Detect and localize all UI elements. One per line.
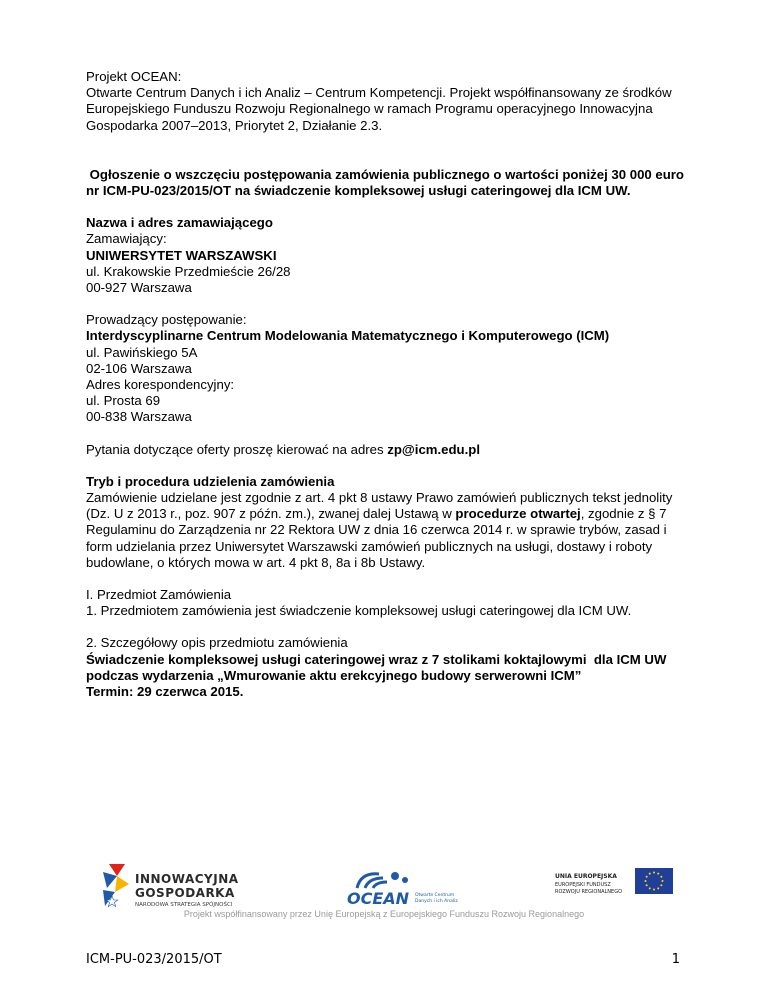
subject-item-2-heading: 2. Szczegółowy opis przedmiotu zamówienia xyxy=(86,635,348,651)
ordering-party-city: 00-927 Warszawa xyxy=(86,280,192,296)
eu-star-icon xyxy=(645,880,647,882)
ordering-party-name: UNIWERSYTET WARSZAWSKI xyxy=(86,247,277,263)
ig-line-2: GOSPODARKA xyxy=(135,886,235,900)
ordering-party-label: Zamawiający: xyxy=(86,231,167,247)
conducting-party-label: Prowadzący postępowanie: xyxy=(86,312,247,328)
conducting-party-city: 02-106 Warszawa xyxy=(86,360,192,376)
eu-star-icon xyxy=(653,872,655,874)
procedure-paragraph xyxy=(86,490,696,571)
questions-paragraph xyxy=(86,442,696,458)
ig-line-1: INNOWACYJNA xyxy=(135,872,239,886)
eu-star-icon xyxy=(660,876,662,878)
eu-star-icon xyxy=(649,873,651,875)
ocean-dot-icon xyxy=(402,877,408,883)
ocean-wordmark: OCEAN xyxy=(347,889,410,908)
contact-email[interactable]: zp@icm.edu.pl xyxy=(387,441,480,457)
subject-term: Termin: 29 czerwca 2015. xyxy=(86,684,244,700)
procedure-text-2: , zgodnie z § 7 Regulaminu do Zarządzenia nr 22 Rektora UW z dnia 16 czerwca 2014 r. w sprawie trybów, zasad i form udzielania przez Uniwersytet Warszawski zamówień publicznych na usługi, dostawy i roboty budowlane, o których mowa w art. 4 pkt 8, 8a i 8b Ustawy. xyxy=(86,506,667,570)
conducting-party-street: ul. Pawińskiego 5A xyxy=(86,344,198,360)
ue-line-3: ROZWOJU REGIONALNEGO xyxy=(555,889,623,895)
innowacyjna-gospodarka-logo xyxy=(95,862,275,914)
ue-line-2: EUROPEJSKI FUNDUSZ xyxy=(555,882,611,888)
subject-heading: I. Przedmiot Zamówienia xyxy=(86,587,232,603)
eu-star-icon xyxy=(646,876,648,878)
eu-star-icon xyxy=(653,889,655,891)
ig-emblem-icon xyxy=(103,864,129,907)
eu-star-icon xyxy=(657,887,659,889)
eu-star-icon xyxy=(649,887,651,889)
footer-page-number: 1 xyxy=(671,952,680,967)
ocean-subtitle-1: Otwarte Centrum xyxy=(415,893,455,898)
announcement-title: Ogłoszenie o wszczęciu postępowania zamówienia publicznego o wartości poniżej 30 000 euro nr ICM-PU-023/2015/OT na świadczenie kompleksowej usługi cateringowej dla ICM UW. xyxy=(86,166,688,199)
eu-star-icon xyxy=(646,884,648,886)
ue-line-1: UNIA EUROPEJSKA xyxy=(555,873,617,880)
ig-line-3: NARODOWA STRATEGIA SPÓJNOŚCI xyxy=(135,902,233,908)
ocean-subtitle-2: Danych i ich Analiz xyxy=(415,899,458,904)
conducting-party-name: Interdyscyplinarne Centrum Modelowania Matematycznego i Komputerowego (ICM) xyxy=(86,328,610,344)
procedure-heading: Tryb i procedura udzielenia zamówienia xyxy=(86,473,335,489)
ocean-logo xyxy=(343,866,493,914)
eu-logo xyxy=(555,866,675,906)
procedure-open-mode: procedurze otwartej xyxy=(455,506,581,522)
eu-star-icon xyxy=(662,880,664,882)
footer-doc-number: ICM-PU-023/2015/OT xyxy=(86,952,222,967)
ordering-party-street: ul. Krakowskie Przedmieście 26/28 xyxy=(86,263,291,279)
ocean-wave-icon xyxy=(357,874,387,888)
correspondence-street: ul. Prosta 69 xyxy=(86,393,161,409)
correspondence-label: Adres korespondencyjny: xyxy=(86,377,235,393)
questions-text: Pytania dotyczące oferty proszę kierować na adres xyxy=(86,441,388,457)
eu-star-icon xyxy=(657,873,659,875)
ordering-party-heading: Nazwa i adres zamawiającego xyxy=(86,215,273,231)
ocean-dot-icon xyxy=(391,872,399,880)
correspondence-city: 00-838 Warszawa xyxy=(86,409,192,425)
eu-star-icon xyxy=(660,884,662,886)
project-description: Otwarte Centrum Danych i ich Analiz – Centrum Kompetencji. Projekt współfinansowany ze środków Europejskiego Funduszu Rozwoju Regionalnego w ramach Programu operacyjnego Innowacyjna Gospodarka 2007–2013, Priorytet 2, Działanie 2.3. xyxy=(86,85,672,133)
subject-item-2-description: Świadczenie kompleksowej usługi cateringowej wraz z 7 stolikami koktajlowymi dla ICM UW podczas wydarzenia „Wmurowanie aktu erekcyjnego budowy serwerowni ICM” xyxy=(86,651,671,683)
cofinancing-statement: Projekt współfinansowany przez Unię Europejską z Europejskiego Funduszu Rozwoju Regionalnego xyxy=(183,909,585,919)
subject-item-1: 1. Przedmiotem zamówienia jest świadczenie kompleksowej usługi cateringowej dla ICM UW. xyxy=(86,603,632,619)
project-label: Projekt OCEAN: xyxy=(86,69,182,84)
document-body xyxy=(86,69,696,700)
procedure-text-1: Zamówienie udzielane jest zgodnie z art. 4 pkt 8 ustawy Prawo zamówień publicznych tekst jednolity (Dz. U z 2013 r., poz. 907 z późn. zm.), zwanej dalej Ustawą w xyxy=(86,490,677,522)
